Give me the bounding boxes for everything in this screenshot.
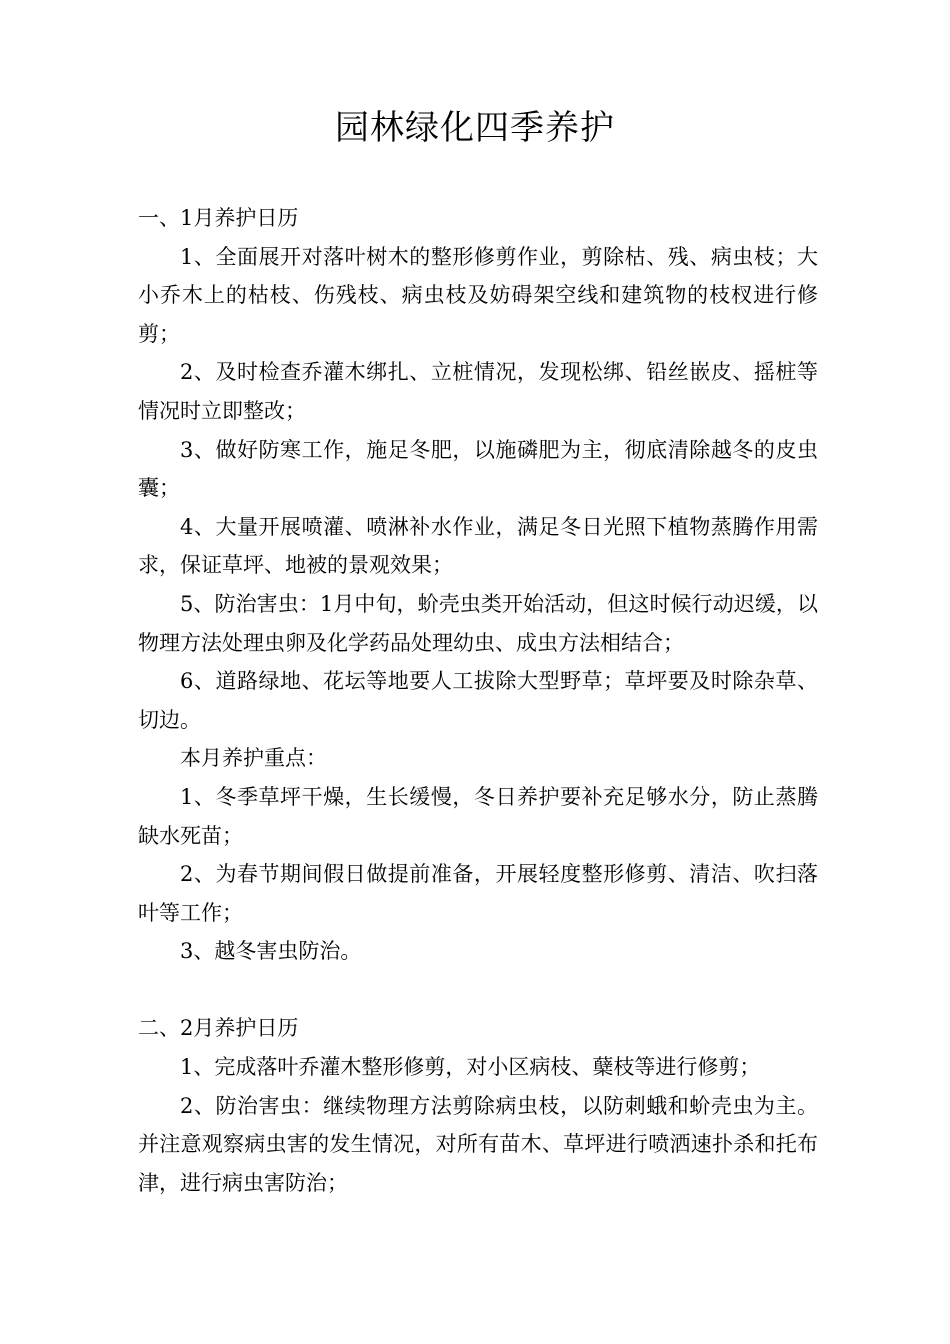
focus-item: 3、越冬害虫防治。 [180,939,362,964]
section-spacer [138,971,818,1010]
document-title: 园林绿化四季养护 [335,108,615,148]
list-item: 4、大量开展喷灌、喷淋补水作业，满足冬日光照下植物蒸腾作用需求，保证草坪、地被的景观效果； [138,514,818,578]
list-item: 5、防治害虫：1月中旬，蚧壳虫类开始活动，但这时候行动迟缓，以物理方法处理虫卵及化学药品处理幼虫、成虫方法相结合； [138,591,818,655]
list-item: 1、完成落叶乔灌木整形修剪，对小区病枝、蘖枝等进行修剪； [180,1055,761,1080]
list-item: 1、全面展开对落叶树木的整形修剪作业，剪除枯、残、病虫枝；大小乔木上的枯枝、伤残枝、病虫枝及妨碍架空线和建筑物的枝杈进行修剪； [138,244,818,346]
focus-label: 本月养护重点： [180,746,327,771]
document-body [138,199,818,1202]
list-item: 2、防治害虫：继续物理方法剪除病虫枝，以防刺蛾和蚧壳虫为主。并注意观察病虫害的发生情况，对所有苗木、草坪进行喷洒速扑杀和托布津，进行病虫害防治； [138,1093,818,1195]
focus-item: 2、为春节期间假日做提前准备，开展轻度整形修剪、清洁、吹扫落叶等工作； [138,862,818,925]
list-item: 3、做好防寒工作，施足冬肥，以施磷肥为主，彻底清除越冬的皮虫囊； [138,437,818,501]
section-heading-january: 一、1月养护日历 [138,206,299,230]
list-item: 6、道路绿地、花坛等地要人工拔除大型野草；草坪要及时除杂草、切边。 [138,669,818,732]
focus-item: 1、冬季草坪干燥，生长缓慢，冬日养护要补充足够水分，防止蒸腾缺水死苗； [138,784,818,848]
list-item: 2、及时检查乔灌木绑扎、立桩情况，发现松绑、铅丝嵌皮、摇桩等情况时立即整改； [138,360,818,423]
section-heading-february: 二、2月养护日历 [138,1016,299,1041]
